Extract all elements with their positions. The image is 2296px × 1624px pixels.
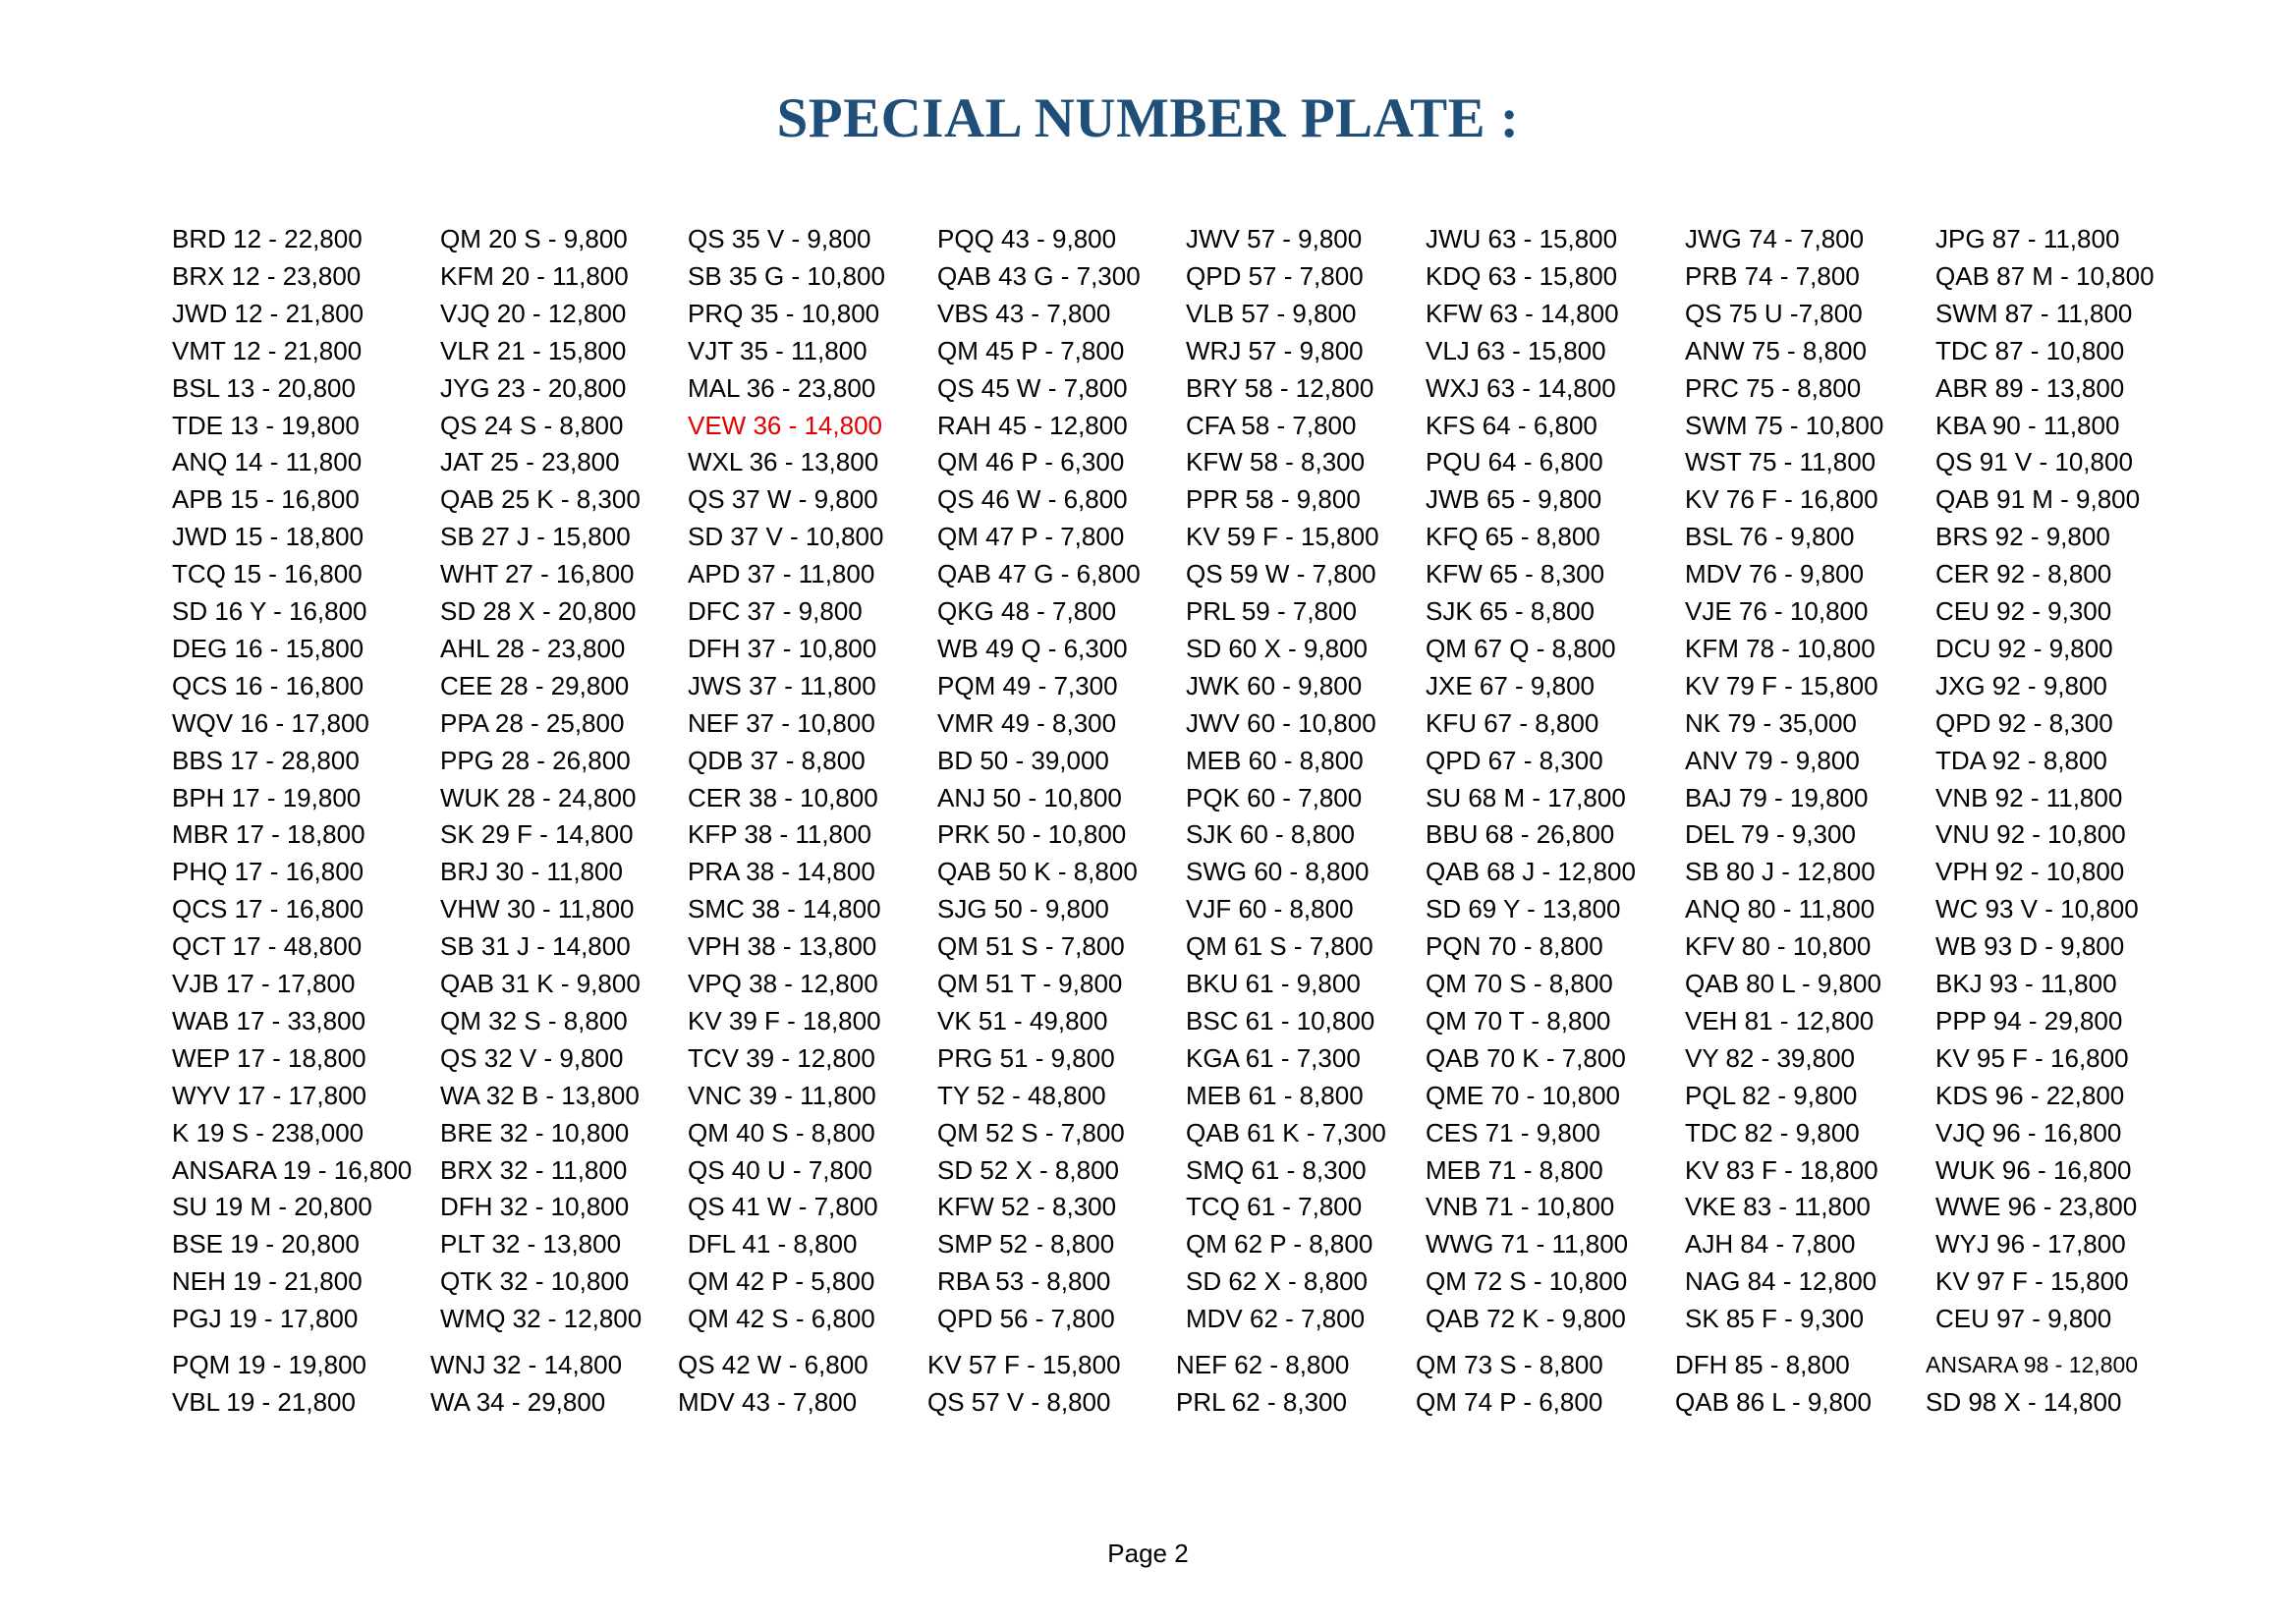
plate-entry: SJK 65 - 8,800: [1426, 596, 1595, 626]
plate-entry: KFM 20 - 11,800: [440, 260, 629, 291]
plate-entry: QCS 17 - 16,800: [172, 894, 364, 924]
plate-entry: WWE 96 - 23,800: [1935, 1192, 2138, 1222]
plate-entry: PQM 49 - 7,300: [937, 670, 1118, 700]
plate-entry: VPH 38 - 13,800: [688, 931, 877, 962]
plate-entry: PQL 82 - 9,800: [1685, 1080, 1858, 1110]
plate-entry: ABR 89 - 13,800: [1935, 372, 2125, 403]
plate-entry: KFU 67 - 8,800: [1426, 707, 1599, 738]
plate-entry: WWG 71 - 11,800: [1426, 1229, 1629, 1260]
plate-entry: SJG 50 - 9,800: [937, 894, 1109, 924]
plate-entry: SD 60 X - 9,800: [1186, 633, 1368, 663]
plate-entry: DFC 37 - 9,800: [688, 596, 863, 626]
plate-entry: KFW 63 - 14,800: [1426, 298, 1619, 328]
plate-entry: JWU 63 - 15,800: [1426, 224, 1618, 253]
plate-entry: BSE 19 - 20,800: [172, 1229, 360, 1260]
plate-entry: KFW 65 - 8,300: [1426, 559, 1605, 589]
plate-entry: QAB 91 M - 9,800: [1935, 484, 2141, 515]
plate-entry: VEH 81 - 12,800: [1685, 1005, 1875, 1036]
plate-entry: BSL 13 - 20,800: [172, 372, 356, 403]
plate-entry: RBA 53 - 8,800: [937, 1266, 1111, 1297]
plate-entry: SD 16 Y - 16,800: [172, 596, 367, 626]
plate-entry: SWM 75 - 10,800: [1685, 410, 1884, 440]
plate-entry: JWB 65 - 9,800: [1426, 484, 1602, 515]
plate-entry: MBR 17 - 18,800: [172, 819, 365, 850]
plate-entry: VMT 12 - 21,800: [172, 335, 363, 365]
plate-entry: CEU 92 - 9,300: [1935, 596, 2112, 626]
plate-entry: VEW 36 - 14,800: [688, 410, 882, 440]
plate-entry: QAB 70 K - 7,800: [1426, 1042, 1626, 1073]
plate-entry: KV 79 F - 15,800: [1685, 670, 1878, 700]
plate-entry: TCQ 15 - 16,800: [172, 559, 363, 589]
plate-entry: MDV 62 - 7,800: [1186, 1304, 1366, 1334]
plate-entry: QS 46 W - 6,800: [937, 484, 1128, 515]
plate-entry: QAB 50 K - 8,800: [937, 857, 1138, 887]
plate-entry: TDC 87 - 10,800: [1935, 335, 2125, 365]
plate-entry: PPR 58 - 9,800: [1186, 484, 1361, 515]
plate-entry: QS 32 V - 9,800: [440, 1042, 624, 1073]
plate-entry: QS 59 W - 7,800: [1186, 559, 1376, 589]
plate-entry: VNB 92 - 11,800: [1935, 782, 2123, 812]
plate-entry: SB 31 J - 14,800: [440, 931, 631, 962]
plate-entry: JWS 37 - 11,800: [688, 670, 876, 700]
plate-entry: KBA 90 - 11,800: [1935, 410, 2120, 440]
plate-entry: CER 92 - 8,800: [1935, 559, 2112, 589]
plate-entry: PPG 28 - 26,800: [440, 745, 631, 775]
plate-entry: QS 45 W - 7,800: [937, 372, 1128, 403]
plate-entry: PRQ 35 - 10,800: [688, 298, 880, 328]
plate-entry: ANJ 50 - 10,800: [937, 782, 1122, 812]
plate-entry: KFW 58 - 8,300: [1186, 447, 1366, 477]
plate-entry: ANQ 80 - 11,800: [1685, 894, 1876, 924]
plate-entry: PQM 19 - 19,800: [172, 1350, 366, 1379]
plate-entry: SD 52 X - 8,800: [937, 1154, 1119, 1185]
plate-entry: AHL 28 - 23,800: [440, 633, 626, 663]
plate-entry: PRG 51 - 9,800: [937, 1042, 1115, 1073]
plate-entry: QAB 47 G - 6,800: [937, 559, 1141, 589]
plate-entry: WHT 27 - 16,800: [440, 559, 635, 589]
plate-entry: JXE 67 - 9,800: [1426, 670, 1595, 700]
plate-entry: QAB 80 L - 9,800: [1685, 969, 1881, 998]
plate-entry: MEB 71 - 8,800: [1426, 1154, 1603, 1185]
plate-entry: QCS 16 - 16,800: [172, 670, 364, 700]
plate-entry: ANV 79 - 9,800: [1685, 745, 1860, 775]
plate-entry: SWM 87 - 11,800: [1935, 298, 2133, 328]
plate-entry: PGJ 19 - 17,800: [172, 1304, 359, 1334]
plate-entry: SMC 38 - 14,800: [688, 894, 881, 924]
plate-entry: QS 75 U -7,800: [1685, 298, 1863, 328]
plate-entry: RAH 45 - 12,800: [937, 410, 1128, 440]
plate-entry: BBS 17 - 28,800: [172, 745, 360, 775]
plate-entry: VPQ 38 - 12,800: [688, 969, 878, 998]
plate-entry: VPH 92 - 10,800: [1935, 857, 2125, 887]
plate-entry: VBS 43 - 7,800: [937, 298, 1111, 328]
plate-entry: PLT 32 - 13,800: [440, 1229, 622, 1260]
plate-entry: QCT 17 - 48,800: [172, 931, 363, 962]
plate-entry: JWD 12 - 21,800: [172, 298, 364, 328]
plate-entry: QAB 61 K - 7,300: [1186, 1117, 1386, 1148]
plate-entry: NEH 19 - 21,800: [172, 1266, 363, 1297]
plate-entry: SD 69 Y - 13,800: [1426, 894, 1621, 924]
plate-entry: WAB 17 - 33,800: [172, 1005, 366, 1036]
plate-entry: VJF 60 - 8,800: [1186, 894, 1354, 924]
plate-entry: WMQ 32 - 12,800: [440, 1304, 643, 1334]
plate-entry: TY 52 - 48,800: [937, 1080, 1106, 1110]
plate-entry: QM 32 S - 8,800: [440, 1005, 628, 1036]
plate-entry: QM 42 S - 6,800: [688, 1304, 875, 1334]
plate-entry: TCV 39 - 12,800: [688, 1042, 875, 1073]
plate-entry: CFA 58 - 7,800: [1186, 410, 1357, 440]
plate-entry: KGA 61 - 7,300: [1186, 1042, 1361, 1073]
plate-entry: MEB 60 - 8,800: [1186, 745, 1364, 775]
plate-entry: SU 68 M - 17,800: [1426, 782, 1626, 812]
plate-entry: QPD 57 - 7,800: [1186, 260, 1364, 291]
plate-entry: BSC 61 - 10,800: [1186, 1005, 1375, 1036]
plate-entry: PQN 70 - 8,800: [1426, 931, 1603, 962]
plate-entry: APB 15 - 16,800: [172, 484, 360, 515]
plate-entry: DFH 85 - 8,800: [1675, 1350, 1850, 1379]
plate-entry: PRC 75 - 8,800: [1685, 372, 1862, 403]
plate-entry: APD 37 - 11,800: [688, 559, 875, 589]
plate-entry: SWG 60 - 8,800: [1186, 857, 1370, 887]
plate-entry: BRD 12 - 22,800: [172, 224, 363, 253]
plate-entry: CER 38 - 10,800: [688, 782, 878, 812]
plate-entry: QAB 31 K - 9,800: [440, 969, 641, 998]
plate-entry: VBL 19 - 21,800: [172, 1387, 356, 1417]
plate-entry: KFM 78 - 10,800: [1685, 633, 1876, 663]
plate-entry: VHW 30 - 11,800: [440, 894, 635, 924]
plate-entry: MEB 61 - 8,800: [1186, 1080, 1364, 1110]
plate-entry: SMP 52 - 8,800: [937, 1229, 1115, 1260]
plate-entry: WNJ 32 - 14,800: [430, 1350, 623, 1379]
plate-entry: WYV 17 - 17,800: [172, 1080, 366, 1110]
plate-entry: BRY 58 - 12,800: [1186, 372, 1374, 403]
plate-entry: DFH 37 - 10,800: [688, 633, 877, 663]
plate-entry: BRJ 30 - 11,800: [440, 857, 623, 887]
plate-entry: SD 98 X - 14,800: [1926, 1387, 2122, 1417]
plate-entry: QAB 68 J - 12,800: [1426, 857, 1636, 887]
plate-entry: PPP 94 - 29,800: [1935, 1005, 2123, 1036]
plate-entry: PPA 28 - 25,800: [440, 707, 625, 738]
plate-entry: SB 35 G - 10,800: [688, 260, 885, 291]
plate-entry: JPG 87 - 11,800: [1935, 224, 2120, 253]
plate-entry: ANSARA 19 - 16,800: [172, 1154, 413, 1185]
plate-entry: KFS 64 - 6,800: [1426, 410, 1597, 440]
plate-entry: QM 70 S - 8,800: [1426, 969, 1613, 998]
plate-entry: WC 93 V - 10,800: [1935, 894, 2139, 924]
plate-entry: BRX 32 - 11,800: [440, 1154, 628, 1185]
plate-entry: QM 40 S - 8,800: [688, 1117, 875, 1148]
plate-entry: QM 72 S - 10,800: [1426, 1266, 1628, 1297]
plate-entry: QM 73 S - 8,800: [1416, 1350, 1603, 1379]
plate-entry: BRX 12 - 23,800: [172, 260, 362, 291]
plate-entry: SB 80 J - 12,800: [1685, 857, 1876, 887]
plate-entry: VMR 49 - 8,300: [937, 707, 1117, 738]
plate-entry: MDV 43 - 7,800: [678, 1387, 858, 1417]
plate-entry: KV 57 F - 15,800: [927, 1350, 1121, 1379]
plate-entry: MAL 36 - 23,800: [688, 372, 876, 403]
plate-entry: DEG 16 - 15,800: [172, 633, 364, 663]
plate-entry: WXJ 63 - 14,800: [1426, 372, 1616, 403]
page-number: Page 2: [1107, 1539, 1189, 1568]
plate-entry: BPH 17 - 19,800: [172, 782, 362, 812]
plate-entry: JWG 74 - 7,800: [1685, 224, 1865, 253]
plate-entry: PRK 50 - 10,800: [937, 819, 1127, 850]
plate-entry: VK 51 - 49,800: [937, 1005, 1108, 1036]
plate-entry: JXG 92 - 9,800: [1935, 670, 2107, 700]
plate-entry: NEF 62 - 8,800: [1176, 1350, 1350, 1379]
plate-entry: QAB 87 M - 10,800: [1935, 260, 2155, 291]
plate-entry: DFL 41 - 8,800: [688, 1229, 858, 1260]
plate-entry: BD 50 - 39,000: [937, 745, 1109, 775]
plate-entry: VNB 71 - 10,800: [1426, 1192, 1615, 1222]
plate-entry: PQQ 43 - 9,800: [937, 224, 1117, 253]
plate-entry: DCU 92 - 9,800: [1935, 633, 2113, 663]
plate-entry: QM 52 S - 7,800: [937, 1117, 1125, 1148]
plate-entry: QPD 92 - 8,300: [1935, 707, 2113, 738]
plate-entry: VJE 76 - 10,800: [1685, 596, 1869, 626]
plate-entry: KV 83 F - 18,800: [1685, 1154, 1878, 1185]
plate-entry: QME 70 - 10,800: [1426, 1080, 1620, 1110]
page-title: SPECIAL NUMBER PLATE :: [776, 87, 1520, 149]
plate-entry: SD 28 X - 20,800: [440, 596, 637, 626]
plate-entry: BBU 68 - 26,800: [1426, 819, 1615, 850]
plate-entry: QAB 72 K - 9,800: [1426, 1304, 1626, 1334]
plate-entry: QM 20 S - 9,800: [440, 224, 628, 253]
plate-entry: SK 85 F - 9,300: [1685, 1304, 1865, 1334]
plate-entry: QDB 37 - 8,800: [688, 745, 866, 775]
plate-entry: JWK 60 - 9,800: [1186, 670, 1363, 700]
plate-entry: TDC 82 - 9,800: [1685, 1117, 1860, 1148]
plate-entry: KV 76 F - 16,800: [1685, 484, 1878, 515]
plate-entry: QM 67 Q - 8,800: [1426, 633, 1616, 663]
plate-entry: PRL 62 - 8,300: [1176, 1387, 1347, 1417]
plate-entry: PRL 59 - 7,800: [1186, 596, 1357, 626]
plate-entry: WXL 36 - 13,800: [688, 447, 879, 477]
plate-entry: K 19 S - 238,000: [172, 1117, 364, 1148]
plate-entry: MDV 76 - 9,800: [1685, 559, 1865, 589]
plate-entry: QM 74 P - 6,800: [1416, 1387, 1603, 1417]
plate-entry: JAT 25 - 23,800: [440, 447, 620, 477]
plate-entry: KDS 96 - 22,800: [1935, 1080, 2125, 1110]
plate-entry: BKJ 93 - 11,800: [1935, 969, 2117, 998]
plate-entry: SMQ 61 - 8,300: [1186, 1154, 1367, 1185]
plate-entry: VLB 57 - 9,800: [1186, 298, 1357, 328]
plate-entry: ANW 75 - 8,800: [1685, 335, 1867, 365]
plate-entry: KFP 38 - 11,800: [688, 819, 871, 850]
plate-entry: WQV 16 - 17,800: [172, 707, 369, 738]
plate-entry: KV 95 F - 16,800: [1935, 1042, 2129, 1073]
plate-entry: VNU 92 - 10,800: [1935, 819, 2126, 850]
plate-entry: SJK 60 - 8,800: [1186, 819, 1355, 850]
plate-entry: SD 37 V - 10,800: [688, 522, 884, 552]
plate-entry: BRE 32 - 10,800: [440, 1117, 630, 1148]
plate-entry: BAJ 79 - 19,800: [1685, 782, 1869, 812]
plate-entry: NEF 37 - 10,800: [688, 707, 875, 738]
plate-entry: BKU 61 - 9,800: [1186, 969, 1361, 998]
plate-entry: WRJ 57 - 9,800: [1186, 335, 1364, 365]
plate-entry: QS 42 W - 6,800: [678, 1350, 868, 1379]
plate-entry: CES 71 - 9,800: [1426, 1117, 1600, 1148]
plate-entry: PRB 74 - 7,800: [1685, 260, 1860, 291]
plate-entry: QAB 43 G - 7,300: [937, 260, 1141, 291]
plate-entry: QM 42 P - 5,800: [688, 1266, 875, 1297]
plate-entry: VJT 35 - 11,800: [688, 335, 868, 365]
plate-entry: WEP 17 - 18,800: [172, 1042, 366, 1073]
plate-entry: VY 82 - 39,800: [1685, 1042, 1855, 1073]
plate-entry: KV 59 F - 15,800: [1186, 522, 1379, 552]
plate-entry: QS 37 W - 9,800: [688, 484, 878, 515]
plate-entry: TDE 13 - 19,800: [172, 410, 360, 440]
plate-entry: SB 27 J - 15,800: [440, 522, 631, 552]
plate-entry: VKE 83 - 11,800: [1685, 1192, 1871, 1222]
plate-entry: NAG 84 - 12,800: [1685, 1266, 1877, 1297]
plate-entry: QM 46 P - 6,300: [937, 447, 1125, 477]
plate-entry: JWD 15 - 18,800: [172, 522, 364, 552]
plate-entry: BSL 76 - 9,800: [1685, 522, 1855, 552]
plate-entry: SD 62 X - 8,800: [1186, 1266, 1368, 1297]
plate-entry: QM 51 T - 9,800: [937, 969, 1123, 998]
plate-entry: KFV 80 - 10,800: [1685, 931, 1872, 962]
plate-entry: WUK 96 - 16,800: [1935, 1154, 2132, 1185]
plate-entry: JWV 57 - 9,800: [1186, 224, 1363, 253]
plate-entry: QPD 67 - 8,300: [1426, 745, 1603, 775]
plate-entry: WYJ 96 - 17,800: [1935, 1229, 2126, 1260]
plate-entry: NK 79 - 35,000: [1685, 707, 1857, 738]
plate-entry: BRS 92 - 9,800: [1935, 522, 2110, 552]
plate-entry: TDA 92 - 8,800: [1935, 745, 2107, 775]
plate-entry: TCQ 61 - 7,800: [1186, 1192, 1363, 1222]
plate-entry: QS 41 W - 7,800: [688, 1192, 878, 1222]
plate-entry: KV 39 F - 18,800: [688, 1005, 881, 1036]
plate-entry: QM 51 S - 7,800: [937, 931, 1125, 962]
plate-entry: PQK 60 - 7,800: [1186, 782, 1363, 812]
plate-entry: QAB 86 L - 9,800: [1675, 1387, 1872, 1417]
plate-entry: SK 29 F - 14,800: [440, 819, 634, 850]
plate-entry: ANSARA 98 - 12,800: [1926, 1352, 2139, 1377]
plate-entry: DFH 32 - 10,800: [440, 1192, 630, 1222]
plate-entry: PRA 38 - 14,800: [688, 857, 875, 887]
plate-entry: DEL 79 - 9,300: [1685, 819, 1856, 850]
plate-entry: WA 34 - 29,800: [430, 1387, 606, 1417]
plate-entry: AJH 84 - 7,800: [1685, 1229, 1856, 1260]
plate-entry: VJQ 20 - 12,800: [440, 298, 627, 328]
plate-entry: PHQ 17 - 16,800: [172, 857, 364, 887]
plate-entry: QM 45 P - 7,800: [937, 335, 1125, 365]
plate-entry: JYG 23 - 20,800: [440, 372, 627, 403]
plate-entry: CEE 28 - 29,800: [440, 670, 630, 700]
plate-entry: QM 61 S - 7,800: [1186, 931, 1373, 962]
plate-entry: WB 49 Q - 6,300: [937, 633, 1128, 663]
plate-entry: WUK 28 - 24,800: [440, 782, 637, 812]
plate-entry: VJQ 96 - 16,800: [1935, 1117, 2122, 1148]
plate-entry: QS 40 U - 7,800: [688, 1154, 872, 1185]
plate-entry: SU 19 M - 20,800: [172, 1192, 372, 1222]
plate-entry: QS 57 V - 8,800: [927, 1387, 1111, 1417]
plate-entry: VJB 17 - 17,800: [172, 969, 356, 998]
plate-entry: QTK 32 - 10,800: [440, 1266, 630, 1297]
plate-entry: WST 75 - 11,800: [1685, 447, 1876, 477]
plate-entry: QS 35 V - 9,800: [688, 224, 871, 253]
plate-entry: QS 91 V - 10,800: [1935, 447, 2133, 477]
plate-entry: PQU 64 - 6,800: [1426, 447, 1603, 477]
plate-entry: ANQ 14 - 11,800: [172, 447, 363, 477]
plate-entry: JWV 60 - 10,800: [1186, 707, 1376, 738]
plate-entry: KDQ 63 - 15,800: [1426, 260, 1618, 291]
plate-entry: QM 62 P - 8,800: [1186, 1229, 1373, 1260]
plate-entry: KFQ 65 - 8,800: [1426, 522, 1600, 552]
plate-entry: KV 97 F - 15,800: [1935, 1266, 2129, 1297]
plate-entry: KFW 52 - 8,300: [937, 1192, 1117, 1222]
plate-entry: VNC 39 - 11,800: [688, 1080, 876, 1110]
plate-entry: QKG 48 - 7,800: [937, 596, 1117, 626]
plate-entry: VLJ 63 - 15,800: [1426, 335, 1606, 365]
plate-entry: WA 32 B - 13,800: [440, 1080, 640, 1110]
plate-entry: CEU 97 - 9,800: [1935, 1304, 2112, 1334]
plate-entry: QM 47 P - 7,800: [937, 522, 1125, 552]
plate-entry: QM 70 T - 8,800: [1426, 1005, 1611, 1036]
plate-entry: WB 93 D - 9,800: [1935, 931, 2125, 962]
plate-entry: QS 24 S - 8,800: [440, 410, 624, 440]
plate-entry: VLR 21 - 15,800: [440, 335, 627, 365]
plate-entry: QAB 25 K - 8,300: [440, 484, 641, 515]
plate-entry: QPD 56 - 7,800: [937, 1304, 1115, 1334]
